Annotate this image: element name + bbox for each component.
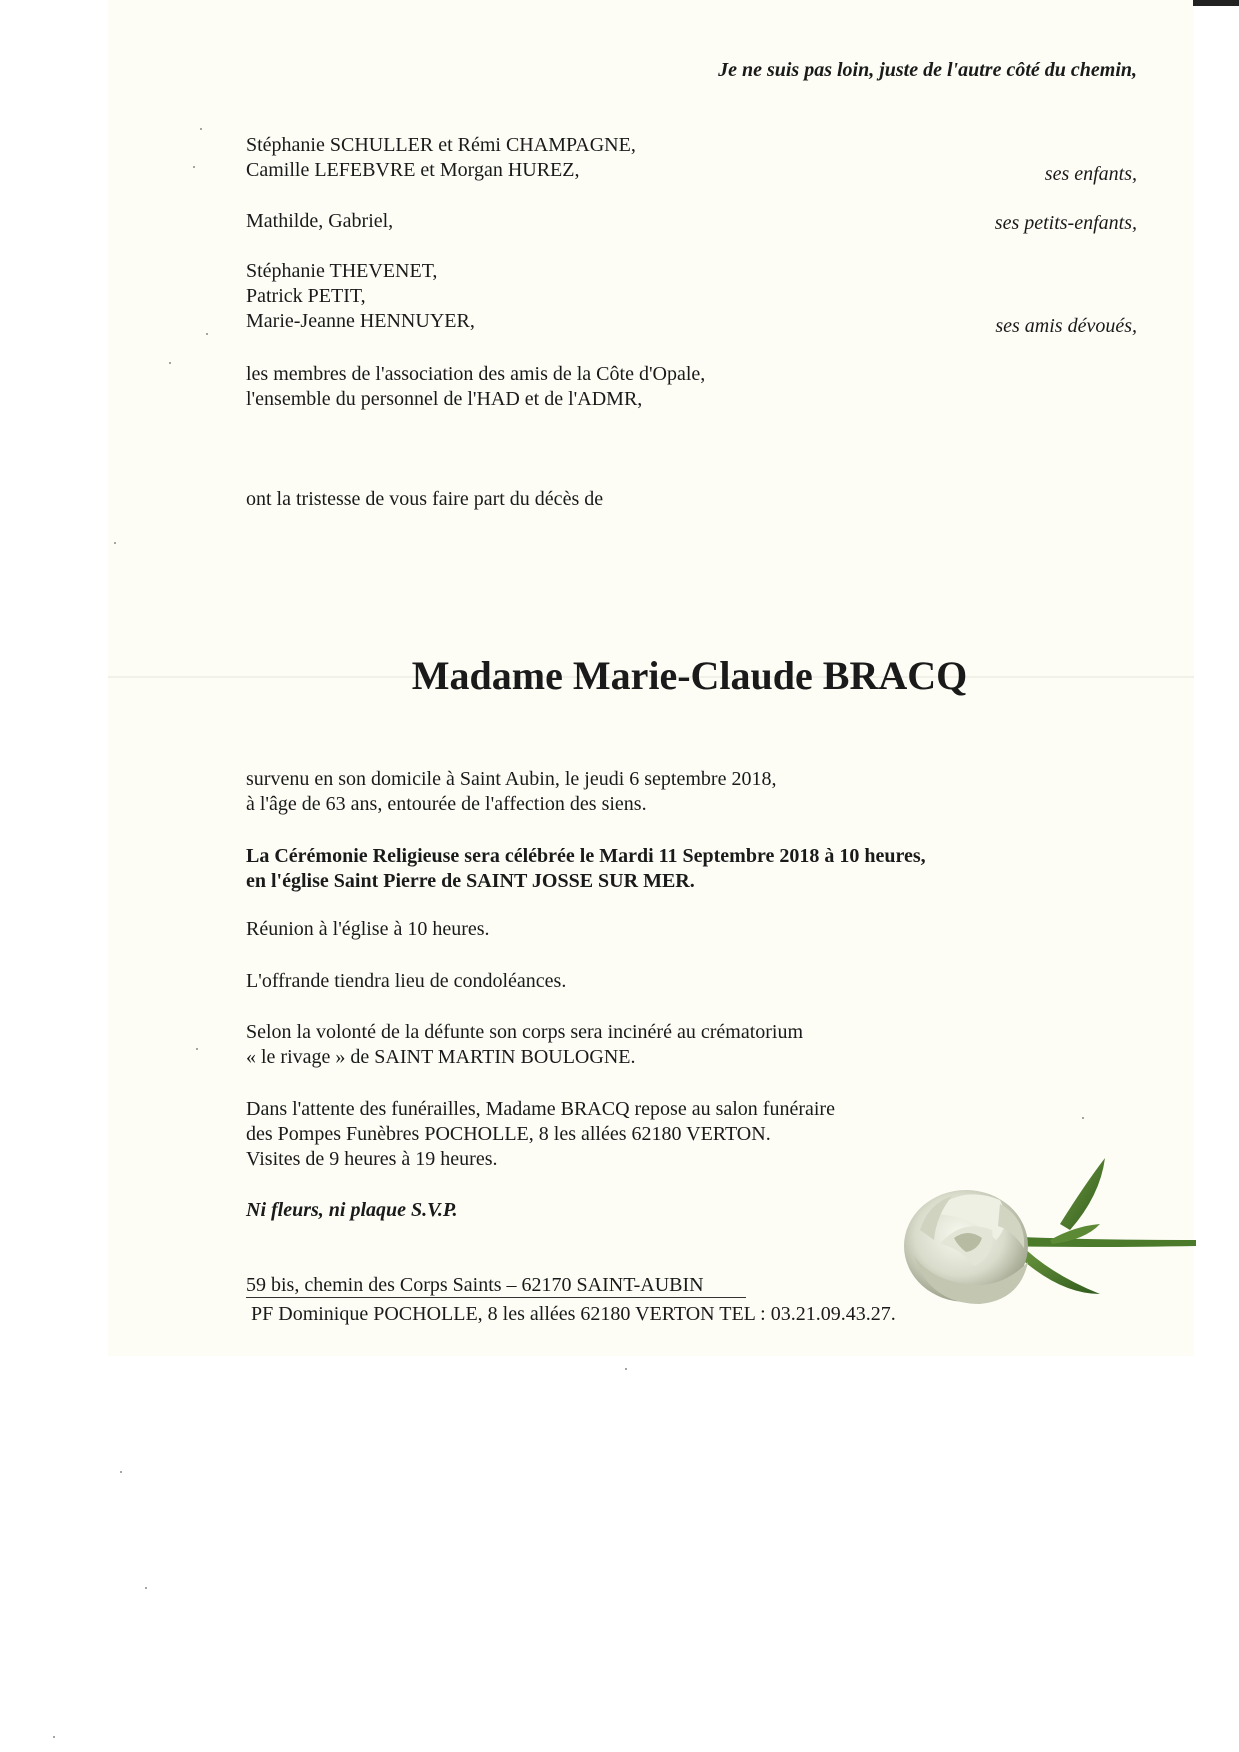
rest-line-1: Dans l'attente des funérailles, Madame BRACQ repose au salon funéraire	[246, 1098, 835, 1120]
address-underline	[246, 1297, 746, 1298]
rest-line-2: des Pompes Funèbres POCHOLLE, 8 les allées 62180 VERTON.	[246, 1123, 771, 1145]
grandchildren-role: ses petits-enfants,	[994, 212, 1137, 234]
children-role: ses enfants,	[1044, 163, 1137, 185]
children-line-2: Camille LEFEBVRE et Morgan HUREZ,	[246, 159, 580, 181]
cremation-line-2: « le rivage » de SAINT MARTIN BOULOGNE.	[246, 1046, 636, 1068]
white-rose-icon	[900, 1144, 1200, 1314]
friends-line-3: Marie-Jeanne HENNUYER,	[246, 310, 475, 332]
scan-speck	[1082, 1117, 1084, 1119]
friends-role: ses amis dévoués,	[995, 315, 1137, 337]
scan-speck	[114, 542, 116, 544]
family-address: 59 bis, chemin des Corps Saints – 62170 SAINT-AUBIN	[246, 1274, 704, 1296]
scan-speck	[200, 128, 202, 130]
children-line-1: Stéphanie SCHULLER et Rémi CHAMPAGNE,	[246, 134, 636, 156]
death-line-1: survenu en son domicile à Saint Aubin, le jeudi 6 septembre 2018,	[246, 768, 777, 790]
no-flowers-note: Ni fleurs, ni plaque S.V.P.	[246, 1199, 458, 1221]
scan-speck	[169, 362, 171, 364]
scan-speck	[206, 333, 208, 335]
offering-info: L'offrande tiendra lieu de condoléances.	[246, 970, 567, 992]
rest-line-3: Visites de 9 heures à 19 heures.	[246, 1148, 498, 1170]
announcement: ont la tristesse de vous faire part du décès de	[246, 488, 604, 510]
scan-speck	[145, 1587, 147, 1589]
funeral-home-info: PF Dominique POCHOLLE, 8 les allées 62180 VERTON TEL : 03.21.09.43.27.	[251, 1303, 896, 1325]
scan-speck	[625, 1368, 627, 1370]
scan-edge	[1193, 0, 1239, 6]
death-line-2: à l'âge de 63 ans, entourée de l'affection des siens.	[246, 793, 647, 815]
ceremony-line-2: en l'église Saint Pierre de SAINT JOSSE SUR MER.	[246, 870, 695, 892]
grandchildren-line: Mathilde, Gabriel,	[246, 210, 394, 232]
friends-line-1: Stéphanie THEVENET,	[246, 260, 438, 282]
scan-speck	[196, 1048, 198, 1050]
scan-speck	[53, 1736, 55, 1738]
deceased-name: Madame Marie-Claude BRACQ	[411, 653, 968, 698]
scan-speck	[120, 1471, 122, 1473]
others-line-1: les membres de l'association des amis de la Côte d'Opale,	[246, 363, 706, 385]
epigraph: Je ne suis pas loin, juste de l'autre côté du chemin,	[718, 59, 1137, 81]
meeting-info: Réunion à l'église à 10 heures.	[246, 918, 490, 940]
scan-speck	[193, 166, 195, 168]
friends-line-2: Patrick PETIT,	[246, 285, 366, 307]
others-line-2: l'ensemble du personnel de l'HAD et de l'ADMR,	[246, 388, 643, 410]
cremation-line-1: Selon la volonté de la défunte son corps sera incinéré au crématorium	[246, 1021, 804, 1043]
ceremony-line-1: La Cérémonie Religieuse sera célébrée le Mardi 11 Septembre 2018 à 10 heures,	[246, 845, 926, 867]
